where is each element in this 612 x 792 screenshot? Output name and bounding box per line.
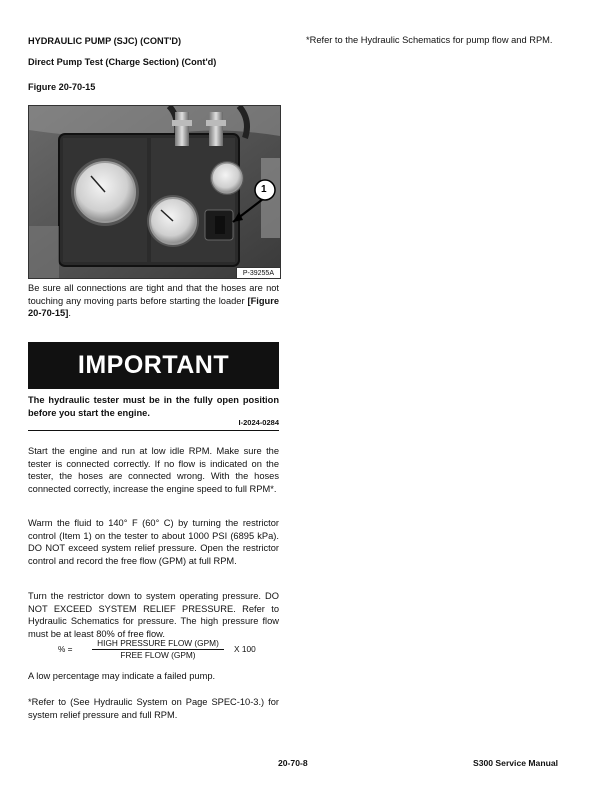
page-number: 20-70-8	[278, 758, 308, 768]
formula-numerator: HIGH PRESSURE FLOW (GPM)	[97, 638, 219, 648]
manual-title: S300 Service Manual	[472, 758, 558, 768]
important-code: I-2024-0284	[238, 418, 279, 427]
start-engine-paragraph: Start the engine and run at low idle RPM. Make sure the tester is connected correctly. If no flow is indicated on the tester, the hoses are connected wrong. With the hoses connected correctly, increase the engine speed to full RPM*.	[28, 446, 279, 494]
section-subtitle: Direct Pump Test (Charge Section) (Cont'd)	[28, 57, 217, 67]
restrictor-paragraph: Turn the restrictor down to system operating pressure. DO NOT EXCEED SYSTEM RELIEF PRESSURE. Refer to Hydraulic Schematics for pressure. The high pressure flow must be at least 80% of free flow.	[28, 591, 279, 639]
flow-formula	[28, 638, 280, 662]
callout-number: 1	[261, 184, 267, 195]
warm-fluid-paragraph: Warm the fluid to 140° F (60° C) by turning the restrictor control (Item 1) on the tester to about 1000 PSI (6895 kPa). DO NOT exceed system relief pressure. Open the restrictor control and record the free flow (GPM) at full RPM.	[28, 518, 279, 566]
figure-label: Figure 20-70-15	[28, 82, 96, 92]
figure-code: P-39255A	[236, 267, 280, 278]
relief-pressure-paragraph: *Refer to (See Hydraulic System on Page SPEC-10-3.) for system relief pressure and full RPM.	[28, 697, 279, 720]
low-percentage-paragraph: A low percentage may indicate a failed pump.	[28, 671, 216, 681]
pump-flow-note: *Refer to the Hydraulic Schematics for pump flow and RPM.	[306, 35, 553, 45]
important-banner: IMPORTANT	[28, 342, 279, 389]
section-title: HYDRAULIC PUMP (SJC) (CONT'D)	[28, 36, 182, 46]
important-divider	[28, 430, 279, 431]
formula-multiplier: X 100	[234, 644, 256, 654]
callout-leader	[29, 106, 280, 278]
formula-lhs: % =	[58, 644, 73, 654]
formula-denominator: FREE FLOW (GPM)	[120, 650, 196, 660]
figure-photo	[28, 105, 281, 279]
figure-reference: [Figure 20-70-15]	[28, 295, 279, 319]
paragraph-end: .	[68, 308, 71, 319]
connections-paragraph	[28, 282, 279, 320]
paragraph-text: Be sure all connections are tight and that the hoses are not touching any moving parts before starting the loader	[28, 283, 279, 306]
important-text: The hydraulic tester must be in the fully open position before you start the engine.	[28, 395, 279, 418]
